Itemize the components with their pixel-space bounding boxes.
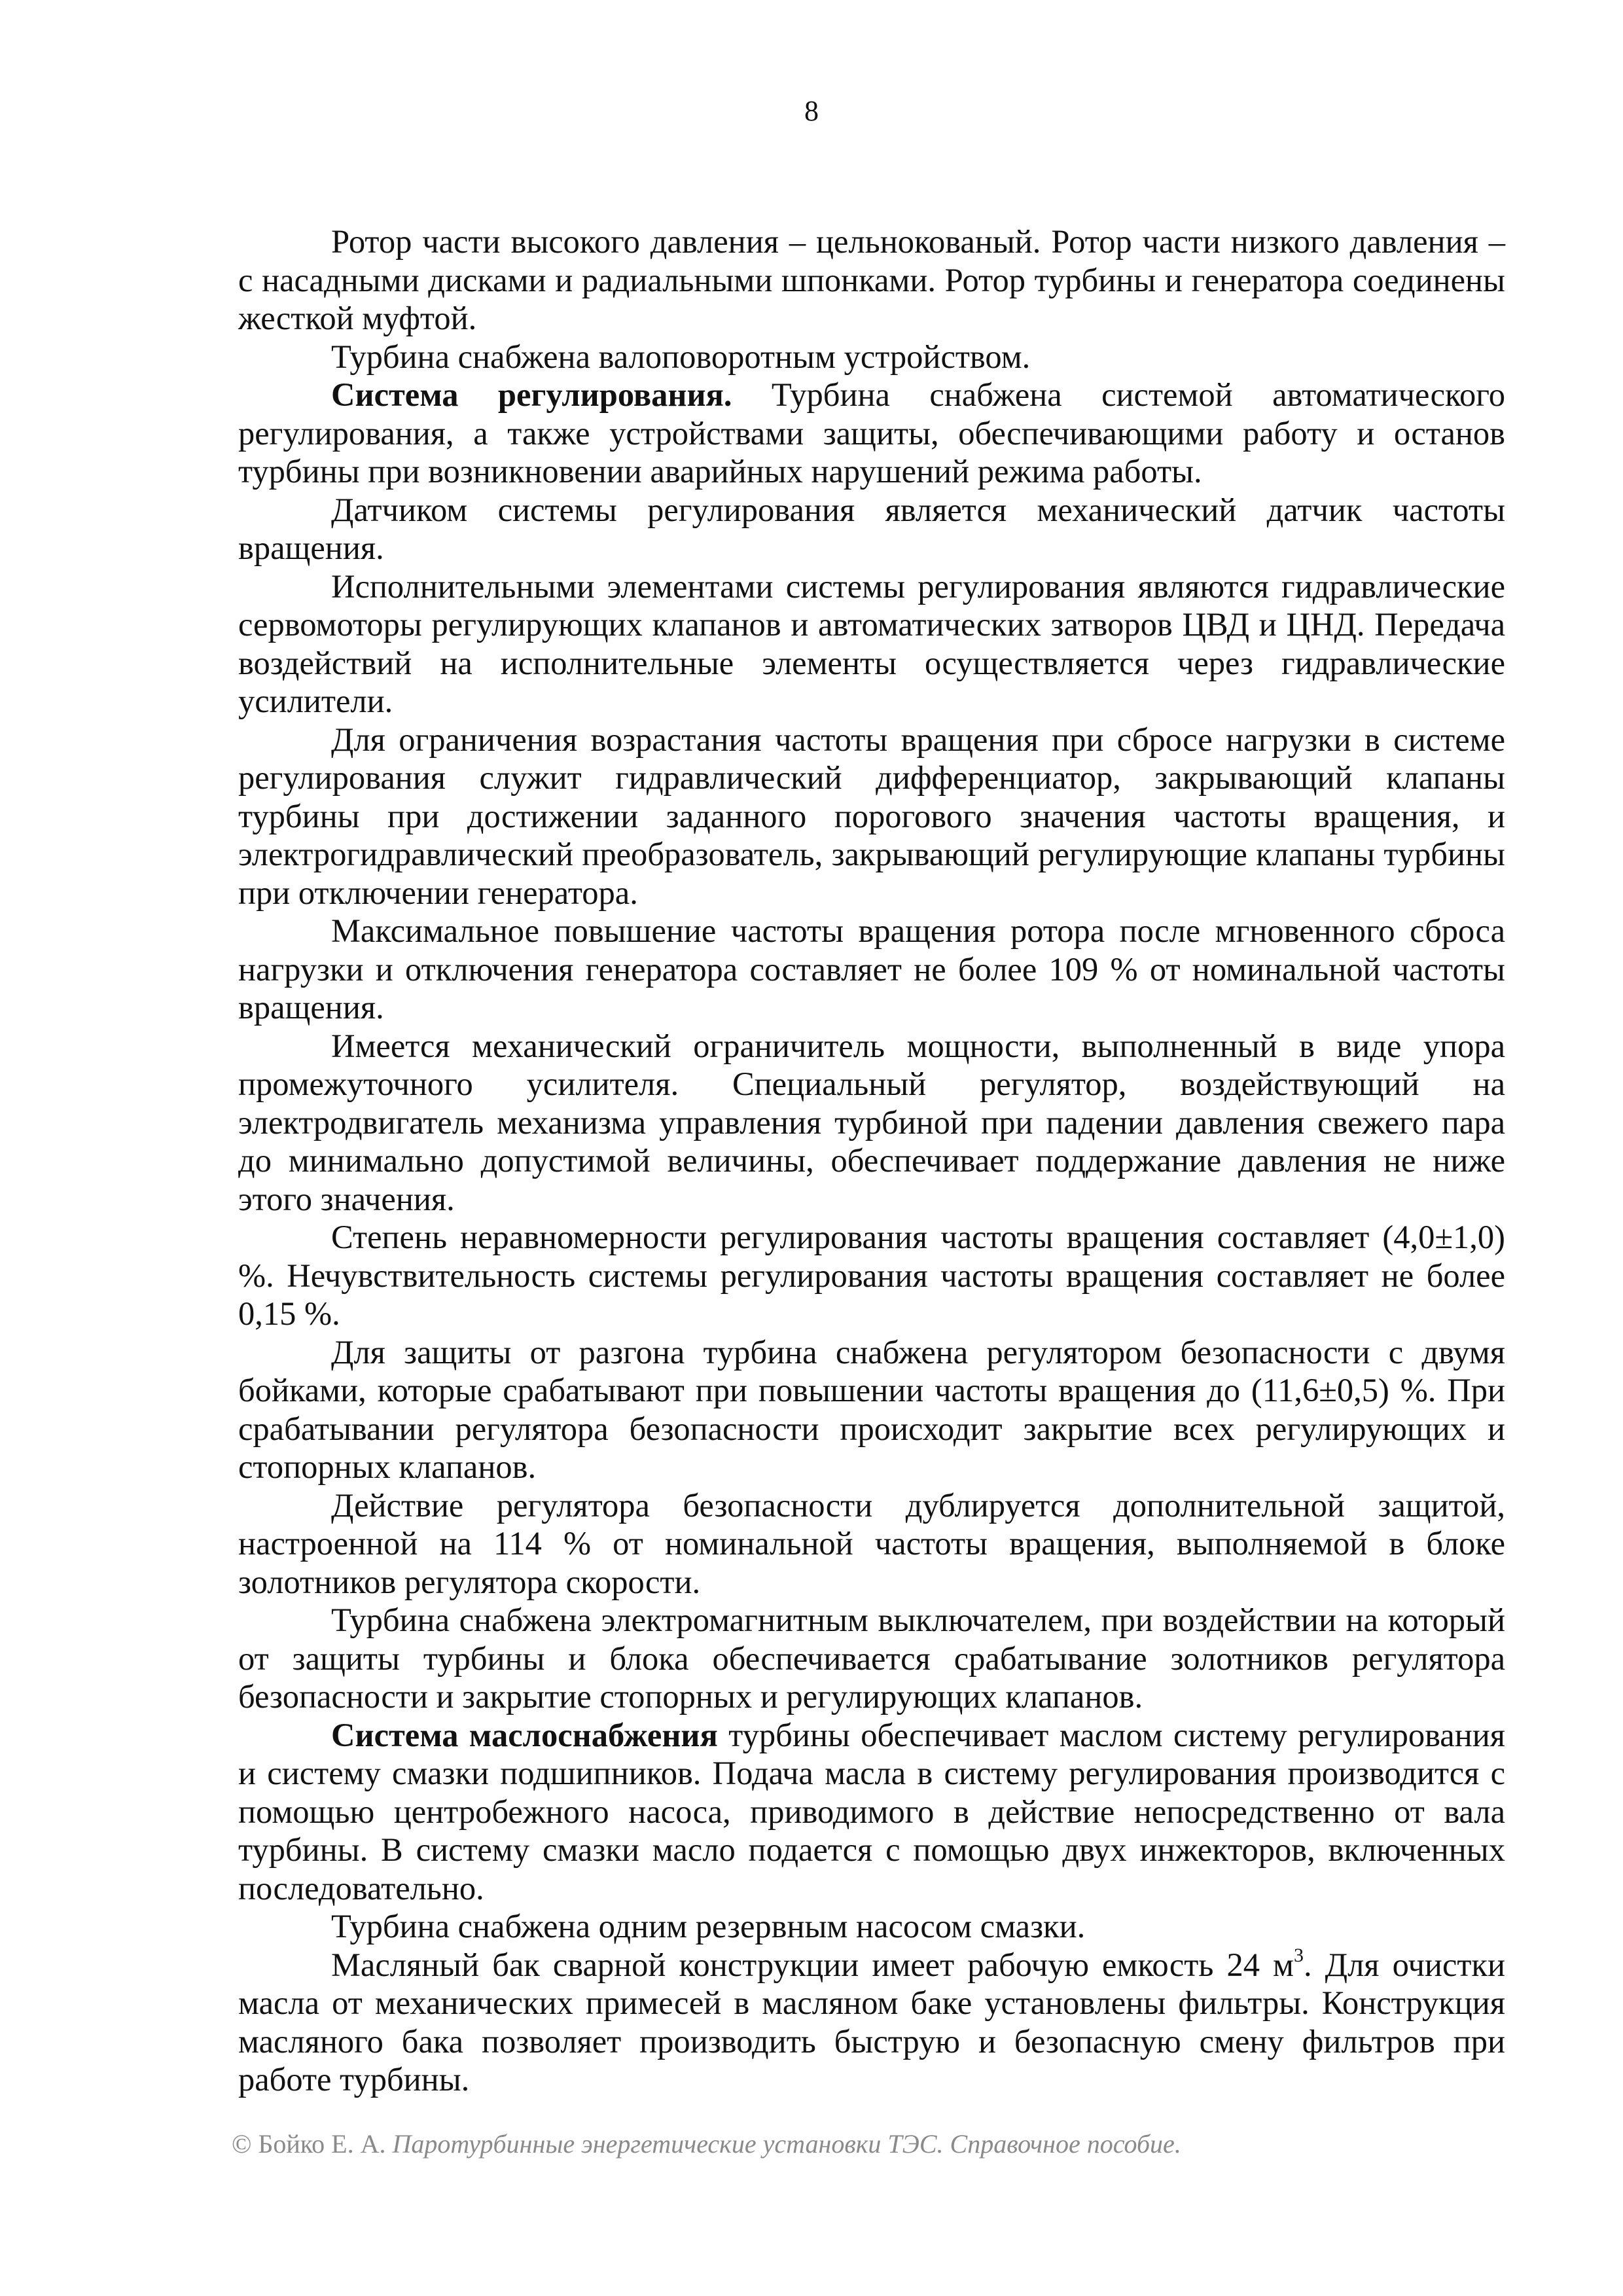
page-footer xyxy=(232,2126,1475,2162)
footer-author: © Бойко Е. А. xyxy=(232,2129,386,2159)
paragraph-text: Степень неравномерности регулирования частоты вращения составляет (4,0±1,0) %. Нечувствительность системы регулирования частоты вращения составляет не более 0,15 %. xyxy=(238,1219,1505,1332)
paragraph-backup-protection xyxy=(238,1486,1505,1602)
section-heading-oil-system: Система маслоснабжения xyxy=(331,1716,718,1753)
document-body xyxy=(238,223,1505,2099)
paragraph-reserve-pump xyxy=(238,1907,1505,1946)
paragraph-droop xyxy=(238,1218,1505,1333)
page-number: 8 xyxy=(804,95,819,127)
paragraph-oil-system xyxy=(238,1716,1505,1908)
paragraph-text: Ротор части высокого давления – цельнокованый. Ротор части низкого давления – с насадными дисками и радиальными шпонками. Ротор турбины и генератора соединены жесткой муфтой. xyxy=(238,223,1505,336)
paragraph-text: Максимальное повышение частоты вращения ротора после мгновенного сброса нагрузки и отключения генератора составляет не более 109 % от номинальной частоты вращения. xyxy=(238,912,1505,1026)
paragraph-control-system xyxy=(238,376,1505,491)
paragraph-overspeed-protection xyxy=(238,1333,1505,1486)
paragraph-text: Турбина снабжена системой автоматического регулирования, а также устройствами защиты, обеспечивающими работу и останов турбины при возникновении аварийных нарушений режима работы. xyxy=(238,376,1505,490)
paragraph-text: турбины обеспечивает маслом систему регулирования и систему смазки подшипников. Подача масла в систему регулирования производится с помощью центробежного насоса, приводимого в действие непосредственно от вала турбины. В систему смазки масло подается с помощью двух инжекторов, включенных последовательно. xyxy=(238,1716,1506,1907)
paragraph-oil-tank xyxy=(238,1946,1505,2099)
paragraph-text: Турбина снабжена валоповоротным устройством. xyxy=(331,338,1031,375)
paragraph-actuators xyxy=(238,567,1505,721)
paragraph-text: Датчиком системы регулирования является механический датчик частоты вращения. xyxy=(238,491,1505,566)
paragraph-text: Масляный бак сварной конструкции имеет рабочую емкость 24 м xyxy=(331,1946,1294,1983)
paragraph-turning-gear xyxy=(238,338,1505,376)
paragraph-text: Для ограничения возрастания частоты вращения при сбросе нагрузки в системе регулирования служит гидравлический дифференциатор, закрывающий клапаны турбины при достижении заданного порогового значения частоты вращения, и электрогидравлический преобразователь, закрывающий регулирующие клапаны турбины при отключении генератора. xyxy=(238,721,1505,911)
superscript: 3 xyxy=(1293,1944,1304,1966)
paragraph-speed-sensor xyxy=(238,491,1505,567)
paragraph-text: Турбина снабжена одним резервным насосом смазки. xyxy=(331,1908,1086,1945)
paragraph-rotor xyxy=(238,223,1505,338)
paragraph-max-speed-rise xyxy=(238,912,1505,1027)
paragraph-text: Турбина снабжена электромагнитным выключателем, при воздействии на который от защиты турбины и блока обеспечивается срабатывание золотников регулятора безопасности и закрытие стопорных и регулирующих клапанов. xyxy=(238,1602,1505,1715)
section-heading-control-system: Система регулирования. xyxy=(331,376,732,413)
paragraph-overspeed-limiting xyxy=(238,721,1505,912)
footer-book-title: Паротурбинные энергетические установки ТЭС. Справочное пособие. xyxy=(392,2129,1181,2159)
paragraph-text: . Для очистки масла от механических примесей в масляном баке установлены фильтры. Конструкция масляного бака позволяет производить быструю и безопасную смену фильтров при работе турбины. xyxy=(238,1946,1505,2098)
paragraph-text: Для защиты от разгона турбина снабжена регулятором безопасности с двумя бойками, которые срабатывают при повышении частоты вращения до (11,6±0,5) %. При срабатывании регулятора безопасности происходит закрытие всех регулирующих и стопорных клапанов. xyxy=(238,1333,1505,1485)
paragraph-power-limiter xyxy=(238,1027,1505,1219)
paragraph-electromagnetic-switch xyxy=(238,1601,1505,1716)
paragraph-text: Имеется механический ограничитель мощности, выполненный в виде упора промежуточного усилителя. Специальный регулятор, воздействующий на электродвигатель механизма управления турбиной при падении давления свежего пара до минимально допустимой величины, обеспечивает поддержание давления не ниже этого значения. xyxy=(238,1027,1505,1217)
paragraph-text: Действие регулятора безопасности дублируется дополнительной защитой, настроенной на 114 % от номинальной частоты вращения, выполняемой в блоке золотников регулятора скорости. xyxy=(238,1486,1505,1600)
paragraph-text: Исполнительными элементами системы регулирования являются гидравлические сервомоторы регулирующих клапанов и автоматических затворов ЦВД и ЦНД. Передача воздействий на исполнительные элементы осуществляется через гидравлические усилители. xyxy=(238,567,1505,719)
